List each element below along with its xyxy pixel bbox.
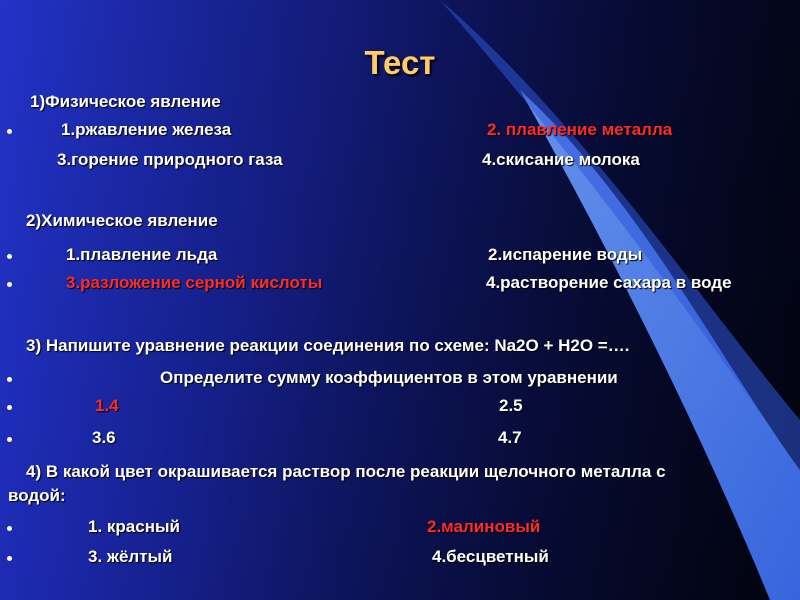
q4-option-2: 2.малиновый [427, 517, 541, 536]
q3-option-2: 2.5 [499, 396, 523, 415]
q1-heading: 1)Физическое явление [30, 92, 221, 111]
q4-option-3: 3. жёлтый [88, 547, 173, 566]
bullet-marker [7, 526, 12, 531]
q2-option-1: 1.плавление льда [66, 245, 218, 264]
q1-option-4: 4.скисание молока [482, 150, 640, 169]
q3-question: 3) Напишите уравнение реакции соединения по схеме: Na2O + H2O =…. [26, 336, 630, 355]
q1-option-1: 1.ржавление железа [61, 120, 232, 139]
bullet-marker [7, 282, 12, 287]
q4-question: 4) В какой цвет окрашивается раствор после реакции щелочного металла с [26, 462, 666, 481]
bullet-marker [7, 556, 12, 561]
bullet-marker [7, 437, 12, 442]
q4-option-4: 4.бесцветный [432, 547, 549, 566]
q3-subquestion: Определите сумму коэффициентов в этом уравнении [160, 368, 618, 387]
q4-option-1: 1. красный [88, 517, 180, 536]
q3-option-3: 3.6 [92, 428, 116, 447]
bullet-marker [7, 254, 12, 259]
bullet-marker [7, 129, 12, 134]
q3-option-4: 4.7 [498, 428, 522, 447]
q2-option-2: 2.испарение воды [488, 245, 643, 264]
bullet-marker [7, 405, 12, 410]
slide-title: Тест [364, 44, 436, 81]
q2-heading: 2)Химическое явление [26, 211, 218, 230]
q4-question-continued: водой: [8, 486, 66, 505]
q2-option-4: 4.растворение сахара в воде [486, 273, 732, 292]
q2-option-3: 3.разложение серной кислоты [66, 273, 323, 292]
bullet-marker [7, 377, 12, 382]
q3-option-1: 1.4 [95, 396, 119, 415]
q1-option-3: 3.горение природного газа [57, 150, 283, 169]
q1-option-2: 2. плавление металла [487, 120, 673, 139]
